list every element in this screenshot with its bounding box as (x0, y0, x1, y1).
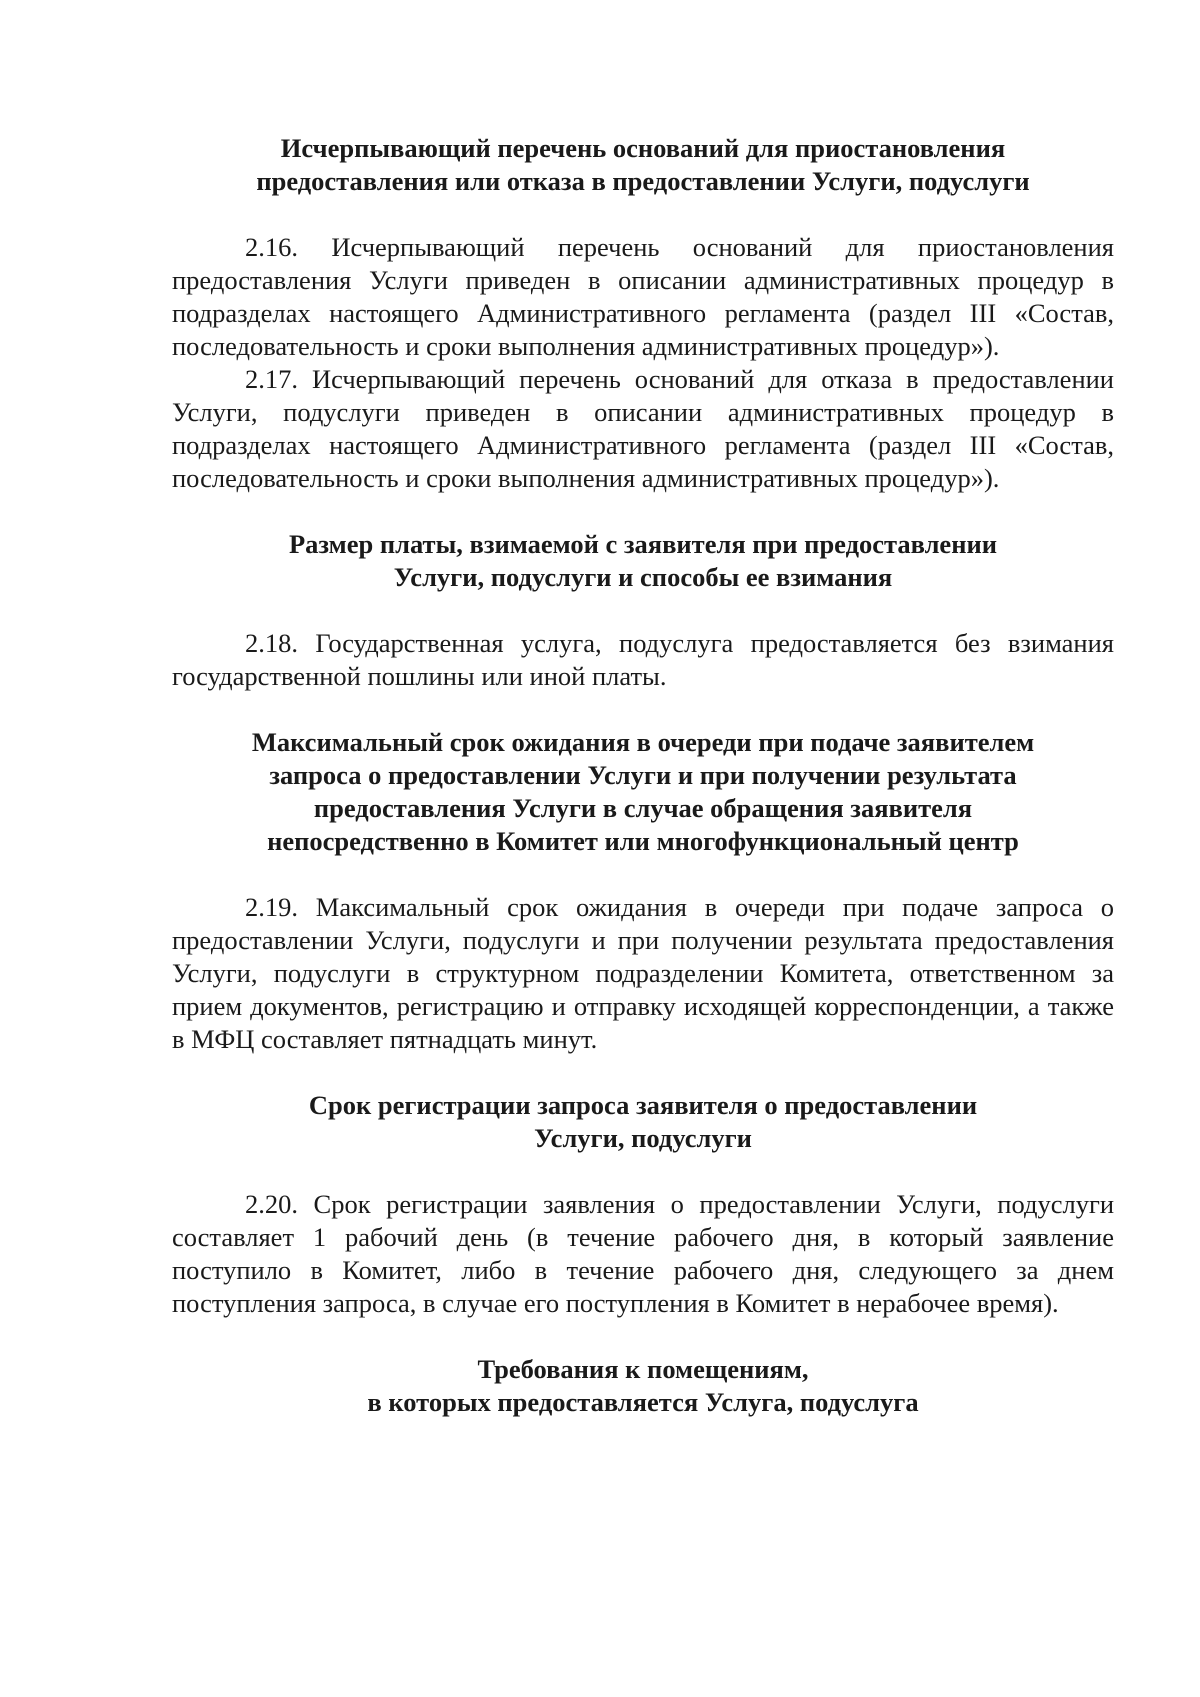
section-heading-premises (172, 1353, 1114, 1419)
heading-line: Исчерпывающий перечень оснований для приостановления (280, 133, 1006, 163)
heading-line: в которых предоставляется Услуга, подуслуга (367, 1387, 919, 1417)
heading-line: Максимальный срок ожидания в очереди при подаче заявителем (251, 727, 1035, 757)
paragraph-2-17: 2.17. Исчерпывающий перечень оснований для отказа в предоставлении Услуги, подуслуги приведен в описании административных процедур в подразделах настоящего Административного регламента (раздел III «Состав, последовательность и сроки выполнения административных процедур»). (172, 364, 1114, 493)
section-heading-queue-time (172, 726, 1114, 858)
heading-line: предоставления Услуги в случае обращения заявителя (313, 793, 973, 823)
heading-line: Требования к помещениям, (477, 1354, 809, 1384)
paragraph-2-16: 2.16. Исчерпывающий перечень оснований для приостановления предоставления Услуги приведен в описании административных процедур в подразделах настоящего Административного регламента (раздел III «Состав, последовательность и сроки выполнения административных процедур»). (172, 232, 1114, 361)
paragraph-2-19: 2.19. Максимальный срок ожидания в очереди при подаче запроса о предоставлении Услуги, подуслуги и при получении результата предоставления Услуги, подуслуги в структурном подразделении Комитета, ответственном за прием документов, регистрацию и отправку исходящей корреспонденции, а также в МФЦ составляет пятнадцать минут. (172, 892, 1114, 1054)
heading-line: Размер платы, взимаемой с заявителя при предоставлении (288, 529, 998, 559)
section-heading-fee (172, 528, 1114, 594)
heading-line: Срок регистрации запроса заявителя о предоставлении (308, 1090, 978, 1120)
section-heading-registration (172, 1089, 1114, 1155)
heading-line: Услуги, подуслуги и способы ее взимания (393, 562, 893, 592)
heading-line: непосредственно в Комитет или многофункциональный центр (267, 826, 1019, 856)
heading-line: предоставления или отказа в предоставлении Услуги, подуслуги (256, 166, 1030, 196)
section-heading-grounds (172, 132, 1114, 198)
paragraph-2-18: 2.18. Государственная услуга, подуслуга предоставляется без взимания государственной пошлины или иной платы. (172, 628, 1114, 691)
document-body (172, 132, 1114, 1419)
paragraph-2-20: 2.20. Срок регистрации заявления о предоставлении Услуги, подуслуги составляет 1 рабочий день (в течение рабочего дня, в который заявление поступило в Комитет, либо в течение рабочего дня, следующего за днем поступления запроса, в случае его поступления в Комитет в нерабочее время). (172, 1189, 1114, 1318)
heading-line: запроса о предоставлении Услуги и при получении результата (269, 760, 1017, 790)
heading-line: Услуги, подуслуги (534, 1123, 752, 1153)
